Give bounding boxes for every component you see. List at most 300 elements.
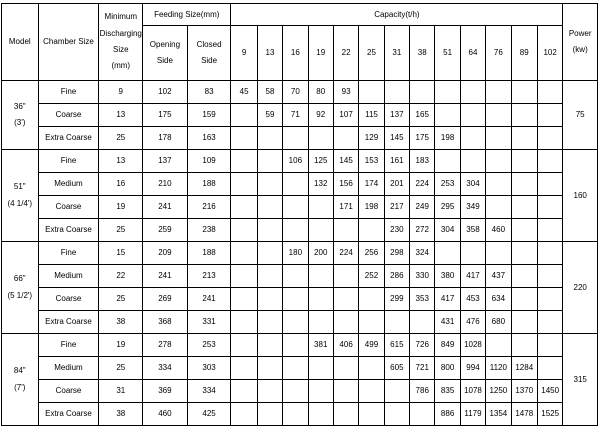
capacity-cell: 800: [435, 357, 460, 380]
power-cell: 220: [563, 242, 598, 334]
min-discharging-size-cell: 19: [99, 334, 143, 357]
capacity-cell: 132: [308, 173, 333, 196]
table-row: [2, 357, 598, 380]
header-feeding-size: Feeding Size(mm): [143, 4, 231, 26]
capacity-cell: [486, 104, 511, 127]
chamber-size-cell: Medium: [38, 265, 99, 288]
capacity-cell: 381: [308, 334, 333, 357]
capacity-cell: 1120: [486, 357, 511, 380]
header-capacity: Capacity(t/h): [231, 4, 563, 26]
capacity-cell: [231, 173, 257, 196]
capacity-cell: 153: [359, 150, 384, 173]
spec-table: [1, 3, 598, 426]
capacity-cell: [537, 127, 562, 150]
capacity-cell: 1370: [511, 380, 537, 403]
capacity-cell: 107: [333, 104, 358, 127]
closed-side-cell: 303: [187, 357, 231, 380]
capacity-cell: [333, 219, 358, 242]
header-min-discharging-size: [99, 4, 143, 81]
opening-side-cell: 178: [143, 127, 188, 150]
capacity-cell: 499: [359, 334, 384, 357]
table-row: [2, 173, 598, 196]
closed-side-cell: 241: [187, 288, 231, 311]
capacity-cell: 230: [384, 219, 409, 242]
capacity-cell: 1525: [537, 403, 562, 426]
capacity-cell: [511, 150, 537, 173]
table-row: [2, 81, 598, 104]
capacity-cell: [231, 242, 257, 265]
min-discharging-size-cell: 25: [99, 357, 143, 380]
min-discharging-size-cell: 9: [99, 81, 143, 104]
chamber-size-cell: Extra Coarse: [38, 127, 99, 150]
capacity-cell: [308, 288, 333, 311]
capacity-cell: [537, 288, 562, 311]
capacity-cell: [486, 173, 511, 196]
closed-side-cell: 188: [187, 242, 231, 265]
closed-side-cell: 83: [187, 81, 231, 104]
capacity-cell: [435, 150, 460, 173]
capacity-cell: 58: [257, 81, 282, 104]
capacity-cell: [333, 357, 358, 380]
opening-side-cell: 241: [143, 196, 188, 219]
capacity-cell: [384, 380, 409, 403]
header-power-line-1: Power: [568, 28, 592, 38]
capacity-cell: [537, 242, 562, 265]
header-closed-side-line-1: Closed: [196, 39, 222, 49]
capacity-cell: [359, 219, 384, 242]
closed-side-cell: 253: [187, 334, 231, 357]
capacity-cell: [537, 81, 562, 104]
capacity-cell: 1354: [486, 403, 511, 426]
capacity-cell: [257, 242, 282, 265]
capacity-cell: [283, 127, 308, 150]
capacity-cell: 1078: [460, 380, 485, 403]
capacity-cell: 298: [384, 242, 409, 265]
capacity-cell: 721: [410, 357, 435, 380]
capacity-cell: [257, 265, 282, 288]
capacity-cell: 125: [308, 150, 333, 173]
capacity-cell: [511, 288, 537, 311]
min-discharging-size-cell: 25: [99, 219, 143, 242]
table-row: [2, 288, 598, 311]
power-cell: 315: [563, 334, 598, 426]
capacity-cell: 253: [435, 173, 460, 196]
capacity-cell: [511, 196, 537, 219]
capacity-cell: [231, 104, 257, 127]
capacity-cell: [283, 219, 308, 242]
capacity-cell: 59: [257, 104, 282, 127]
capacity-cell: [283, 196, 308, 219]
table-row: [2, 127, 598, 150]
capacity-cell: 200: [308, 242, 333, 265]
opening-side-cell: 210: [143, 173, 188, 196]
min-discharging-size-cell: 13: [99, 104, 143, 127]
chamber-size-cell: Coarse: [38, 104, 99, 127]
header-power-line-2: (kw): [572, 45, 588, 54]
capacity-cell: [486, 334, 511, 357]
capacity-cell: [231, 403, 257, 426]
closed-side-cell: 109: [187, 150, 231, 173]
capacity-cell: [333, 403, 358, 426]
header-opening-side-line-1: Opening: [149, 39, 181, 49]
opening-side-cell: 278: [143, 334, 188, 357]
model-cell: [2, 150, 39, 242]
chamber-size-cell: Coarse: [38, 380, 99, 403]
capacity-cell: 634: [486, 288, 511, 311]
chamber-size-cell: Fine: [38, 150, 99, 173]
capacity-cell: 93: [333, 81, 358, 104]
capacity-cell: 1478: [511, 403, 537, 426]
capacity-cell: 849: [435, 334, 460, 357]
capacity-cell: [410, 403, 435, 426]
capacity-cell: 304: [460, 173, 485, 196]
capacity-cell: [537, 334, 562, 357]
capacity-cell: [257, 334, 282, 357]
capacity-cell: [283, 311, 308, 334]
model-cell-line-2: (3'): [14, 118, 26, 127]
opening-side-cell: 460: [143, 403, 188, 426]
capacity-cell: [257, 173, 282, 196]
header-closed-side-line-2: Side: [201, 56, 218, 65]
capacity-cell: [333, 127, 358, 150]
capacity-cell: 994: [460, 357, 485, 380]
header-capacity-size: 102: [537, 26, 562, 81]
capacity-cell: [511, 219, 537, 242]
capacity-cell: [537, 196, 562, 219]
capacity-cell: 417: [435, 288, 460, 311]
capacity-cell: [283, 173, 308, 196]
capacity-cell: [231, 265, 257, 288]
opening-side-cell: 209: [143, 242, 188, 265]
capacity-cell: [283, 380, 308, 403]
capacity-cell: [435, 242, 460, 265]
capacity-cell: 886: [435, 403, 460, 426]
capacity-cell: 272: [410, 219, 435, 242]
min-discharging-size-cell: 22: [99, 265, 143, 288]
capacity-cell: 380: [435, 265, 460, 288]
capacity-cell: 476: [460, 311, 485, 334]
capacity-cell: 198: [359, 196, 384, 219]
model-cell-line-1: 51": [13, 182, 26, 192]
capacity-cell: [537, 173, 562, 196]
capacity-cell: [308, 127, 333, 150]
capacity-cell: 129: [359, 127, 384, 150]
capacity-cell: [308, 219, 333, 242]
capacity-cell: 615: [384, 334, 409, 357]
min-discharging-size-cell: 13: [99, 150, 143, 173]
capacity-cell: 70: [283, 81, 308, 104]
chamber-size-cell: Extra Coarse: [38, 403, 99, 426]
table-row: [2, 196, 598, 219]
capacity-cell: 161: [384, 150, 409, 173]
chamber-size-cell: Fine: [38, 334, 99, 357]
capacity-cell: 295: [435, 196, 460, 219]
capacity-cell: [511, 127, 537, 150]
min-discharging-size-cell: 15: [99, 242, 143, 265]
model-cell-line-2: (5 1/2'): [7, 290, 33, 300]
capacity-cell: [511, 265, 537, 288]
capacity-cell: 299: [384, 288, 409, 311]
capacity-cell: [333, 311, 358, 334]
capacity-cell: [435, 104, 460, 127]
capacity-cell: 1250: [486, 380, 511, 403]
header-closed-side: [187, 26, 231, 81]
capacity-cell: [257, 380, 282, 403]
header-capacity-size: 22: [333, 26, 358, 81]
capacity-cell: [359, 288, 384, 311]
capacity-cell: [257, 127, 282, 150]
capacity-cell: 106: [283, 150, 308, 173]
header-capacity-size: 16: [283, 26, 308, 81]
header-capacity-size: 51: [435, 26, 460, 81]
capacity-cell: [460, 242, 485, 265]
capacity-cell: [231, 380, 257, 403]
capacity-cell: [384, 403, 409, 426]
capacity-cell: [511, 173, 537, 196]
model-cell-line-1: 84": [13, 366, 26, 376]
header-capacity-size: 13: [257, 26, 282, 81]
capacity-cell: [486, 196, 511, 219]
table-row: [2, 380, 598, 403]
power-cell: 160: [563, 150, 598, 242]
header-capacity-size: 89: [511, 26, 537, 81]
capacity-cell: [257, 219, 282, 242]
header-capacity-size: 9: [231, 26, 257, 81]
capacity-cell: [231, 196, 257, 219]
capacity-cell: [511, 242, 537, 265]
opening-side-cell: 175: [143, 104, 188, 127]
capacity-cell: 156: [333, 173, 358, 196]
capacity-cell: 1028: [460, 334, 485, 357]
capacity-cell: 115: [359, 104, 384, 127]
capacity-cell: [359, 403, 384, 426]
opening-side-cell: 269: [143, 288, 188, 311]
capacity-cell: 835: [435, 380, 460, 403]
header-power: [563, 4, 598, 81]
capacity-cell: 324: [410, 242, 435, 265]
table-row: [2, 403, 598, 426]
capacity-cell: [257, 311, 282, 334]
capacity-cell: [333, 288, 358, 311]
capacity-cell: 680: [486, 311, 511, 334]
chamber-size-cell: Coarse: [38, 196, 99, 219]
capacity-cell: [537, 219, 562, 242]
capacity-cell: [257, 403, 282, 426]
closed-side-cell: 334: [187, 380, 231, 403]
chamber-size-cell: Medium: [38, 357, 99, 380]
capacity-cell: [308, 403, 333, 426]
capacity-cell: 460: [486, 219, 511, 242]
capacity-cell: [257, 288, 282, 311]
capacity-cell: 45: [231, 81, 257, 104]
capacity-cell: 605: [384, 357, 409, 380]
spec-table-body: [2, 4, 598, 426]
capacity-cell: [283, 403, 308, 426]
capacity-cell: 256: [359, 242, 384, 265]
capacity-cell: 286: [384, 265, 409, 288]
capacity-cell: [511, 81, 537, 104]
capacity-cell: [308, 265, 333, 288]
opening-side-cell: 369: [143, 380, 188, 403]
chamber-size-cell: Fine: [38, 81, 99, 104]
header-capacity-size: 25: [359, 26, 384, 81]
model-cell-line-2: (4 1/4'): [7, 198, 33, 208]
capacity-cell: [231, 288, 257, 311]
model-cell-line-1: 66": [13, 274, 26, 284]
capacity-cell: 71: [283, 104, 308, 127]
chamber-size-cell: Coarse: [38, 288, 99, 311]
capacity-cell: 198: [435, 127, 460, 150]
min-discharging-size-cell: 38: [99, 403, 143, 426]
capacity-cell: 358: [460, 219, 485, 242]
capacity-cell: [359, 357, 384, 380]
opening-side-cell: 259: [143, 219, 188, 242]
capacity-cell: [359, 380, 384, 403]
table-row: [2, 265, 598, 288]
closed-side-cell: 159: [187, 104, 231, 127]
capacity-cell: [511, 334, 537, 357]
capacity-cell: 1450: [537, 380, 562, 403]
capacity-cell: 175: [410, 127, 435, 150]
table-row: [2, 150, 598, 173]
min-discharging-size-cell: 25: [99, 288, 143, 311]
chamber-size-cell: Fine: [38, 242, 99, 265]
capacity-cell: [460, 150, 485, 173]
capacity-cell: [308, 311, 333, 334]
capacity-cell: 174: [359, 173, 384, 196]
model-cell: [2, 242, 39, 334]
opening-side-cell: 102: [143, 81, 188, 104]
capacity-cell: [537, 357, 562, 380]
capacity-cell: [410, 311, 435, 334]
table-row: [2, 334, 598, 357]
capacity-cell: 80: [308, 81, 333, 104]
capacity-cell: 145: [333, 150, 358, 173]
capacity-cell: [435, 81, 460, 104]
capacity-cell: 349: [460, 196, 485, 219]
capacity-cell: 330: [410, 265, 435, 288]
header-opening-side-line-2: Side: [156, 56, 173, 65]
capacity-cell: 786: [410, 380, 435, 403]
header-min-discharging-size-line-3: Size: [112, 45, 129, 54]
table-row: [2, 104, 598, 127]
capacity-cell: 417: [460, 265, 485, 288]
capacity-cell: [410, 81, 435, 104]
capacity-cell: [333, 265, 358, 288]
capacity-cell: [537, 150, 562, 173]
opening-side-cell: 241: [143, 265, 188, 288]
header-min-discharging-size-line-2: Discharging: [99, 28, 142, 38]
capacity-cell: [231, 219, 257, 242]
capacity-cell: [333, 380, 358, 403]
header-min-discharging-size-line-4: (mm): [111, 61, 131, 71]
closed-side-cell: 188: [187, 173, 231, 196]
chamber-size-cell: Medium: [38, 173, 99, 196]
capacity-cell: 252: [359, 265, 384, 288]
model-cell-line-1: 36": [13, 101, 26, 111]
model-cell: [2, 334, 39, 426]
closed-side-cell: 425: [187, 403, 231, 426]
chamber-size-cell: Extra Coarse: [38, 219, 99, 242]
capacity-cell: 224: [410, 173, 435, 196]
capacity-cell: [231, 357, 257, 380]
capacity-cell: 437: [486, 265, 511, 288]
capacity-cell: [511, 104, 537, 127]
capacity-cell: [283, 265, 308, 288]
capacity-cell: 1179: [460, 403, 485, 426]
table-row: [2, 242, 598, 265]
capacity-cell: [283, 288, 308, 311]
capacity-cell: [384, 311, 409, 334]
header-capacity-size: 64: [460, 26, 485, 81]
power-cell: 75: [563, 81, 598, 150]
header-model: Model: [2, 4, 39, 81]
capacity-cell: [257, 196, 282, 219]
capacity-cell: [537, 311, 562, 334]
header-capacity-size: 76: [486, 26, 511, 81]
capacity-cell: [257, 150, 282, 173]
min-discharging-size-cell: 31: [99, 380, 143, 403]
opening-side-cell: 368: [143, 311, 188, 334]
header-capacity-size: 38: [410, 26, 435, 81]
min-discharging-size-cell: 38: [99, 311, 143, 334]
capacity-cell: 224: [333, 242, 358, 265]
closed-side-cell: 213: [187, 265, 231, 288]
header-min-discharging-size-line-1: Minimum: [104, 12, 137, 22]
capacity-cell: 171: [333, 196, 358, 219]
capacity-cell: 201: [384, 173, 409, 196]
capacity-cell: 145: [384, 127, 409, 150]
header-capacity-size: 19: [308, 26, 333, 81]
capacity-cell: [231, 334, 257, 357]
capacity-cell: [231, 311, 257, 334]
table-row: [2, 311, 598, 334]
capacity-cell: 453: [460, 288, 485, 311]
opening-side-cell: 334: [143, 357, 188, 380]
capacity-cell: [384, 81, 409, 104]
capacity-cell: 406: [333, 334, 358, 357]
model-cell: [2, 81, 39, 150]
closed-side-cell: 163: [187, 127, 231, 150]
capacity-cell: [359, 311, 384, 334]
capacity-cell: [308, 196, 333, 219]
capacity-cell: [486, 150, 511, 173]
capacity-cell: [486, 81, 511, 104]
capacity-cell: [460, 127, 485, 150]
capacity-cell: [231, 127, 257, 150]
capacity-cell: [537, 104, 562, 127]
capacity-cell: [511, 311, 537, 334]
table-row: [2, 219, 598, 242]
capacity-cell: [460, 104, 485, 127]
capacity-cell: 217: [384, 196, 409, 219]
capacity-cell: [308, 357, 333, 380]
capacity-cell: 183: [410, 150, 435, 173]
capacity-cell: 1284: [511, 357, 537, 380]
capacity-cell: [308, 380, 333, 403]
capacity-cell: 165: [410, 104, 435, 127]
capacity-cell: [283, 357, 308, 380]
capacity-cell: 137: [384, 104, 409, 127]
header-capacity-size: 31: [384, 26, 409, 81]
capacity-cell: 249: [410, 196, 435, 219]
capacity-cell: [486, 242, 511, 265]
opening-side-cell: 137: [143, 150, 188, 173]
header-opening-side: [143, 26, 188, 81]
header-row-1: [2, 4, 598, 26]
closed-side-cell: 238: [187, 219, 231, 242]
capacity-cell: 180: [283, 242, 308, 265]
